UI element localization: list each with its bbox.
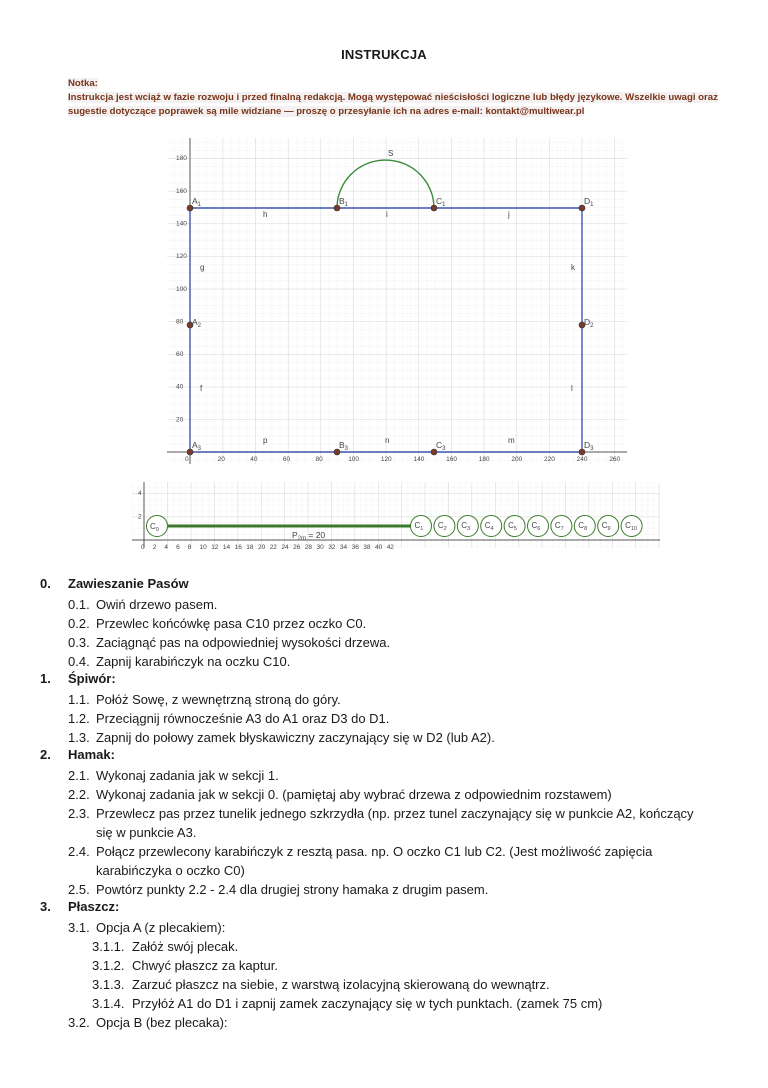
eyelet-label: $C_8$ [578,521,588,532]
list-item-continuation: się w punkcie A3. [96,825,197,840]
strap-x-tick-label: 38 [363,544,371,551]
eyelet-label: $C_2$ [437,521,447,532]
x-tick-label: 220 [544,456,555,463]
svg-text:A3: $A_3$ [192,440,202,452]
item-number: 1.2. [68,711,90,726]
item-text: Opcja B (bez plecaka): [96,1015,228,1030]
strap-y-tick-label: 2 [138,513,142,521]
item-number: 3.1.3. [92,977,125,992]
strap-x-tick-label: 30 [316,544,324,551]
strap-diagram [0,478,768,558]
strap-y-tick-label: 4 [138,490,142,498]
strap-x-tick-label: 28 [304,544,313,551]
strap-x-tick-label: 4 [164,544,169,551]
section-title: Hamak: [68,747,115,762]
segment-label-n: n [385,436,390,445]
item-text: Przeciągnij równocześnie A3 do A1 oraz D3 do D1. [96,711,390,726]
item-number: 1.3. [68,730,90,745]
segment-label-p: p [263,436,268,445]
svg-text:C1: $C_1$ [436,196,446,208]
item-number: 3.1.4. [92,996,125,1011]
eyelet-label: $C_9$ [601,521,611,532]
strap-grid-major [132,482,660,548]
item-number: 0.1. [68,597,90,612]
segment-label-f: f [200,384,203,393]
x-tick-label: 120 [380,456,392,463]
list-item [68,880,488,899]
x-tick-label: 260 [609,456,621,463]
x-tick-label: 60 [282,456,291,463]
y-tick-label: 180 [176,155,187,163]
svg-text:A2: $A_2$ [192,317,202,329]
x-tick-label: 240 [576,456,588,463]
item-number: 2.2. [68,787,90,802]
svg-text:C3: $C_3$ [436,440,446,452]
segment-label-j: j [508,210,510,219]
list-item [68,633,390,652]
x-tick-label: 40 [250,456,258,463]
eyelet-c1 [411,516,432,537]
section-title: Zawieszanie Pasów [68,576,189,591]
segment-label-h: h [263,210,268,219]
x-tick-label: 80 [315,456,323,463]
strap-x-tick-label: 0 [141,544,145,551]
list-item [92,956,278,975]
item-text: Zapnij karabińczyk na oczku C10. [96,654,291,669]
section-title: Śpiwór: [68,671,116,686]
grid-major [167,138,627,464]
y-tick-label: 100 [176,285,187,293]
list-item [68,804,694,823]
strap-x-tick-label: 18 [246,544,254,551]
y-tick-label: 160 [176,187,187,195]
strap-x-tick-label: 16 [234,544,242,551]
item-text: Owiń drzewo pasem. [96,597,218,612]
list-item [68,842,652,861]
eyelet-c10 [621,516,642,537]
x-tick-label: 0 [185,456,189,463]
svg-text:B1: $B_1$ [339,196,349,208]
item-number: 0.4. [68,654,90,669]
strap-x-tick-label: 36 [351,544,359,551]
section-heading [40,671,116,686]
strap-x-tick-label: 20 [258,544,266,551]
section-number: 3. [40,899,51,914]
section-title: Płaszcz: [68,899,120,914]
strap-x-tick-label: 2 [152,544,157,551]
eyelet-c6 [528,516,549,537]
note-label: Notka: [68,78,98,89]
eyelet-label: $C_5$ [508,521,517,532]
strap-x-tick-label: 10 [199,544,207,551]
strap-x-tick-label: 26 [293,544,301,551]
item-number: 3.1.2. [92,958,125,973]
list-item [92,937,238,956]
section-heading [40,747,115,762]
arc-label: S [388,149,394,158]
item-number: 2.1. [68,768,90,783]
section-number: 2. [40,747,51,762]
y-tick-label: 80 [176,318,184,326]
item-text: Chwyć płaszcz za kaptur. [132,958,278,973]
section-heading [40,576,189,591]
item-text: Połącz przewlecony karabińczyk z resztą pasa. np. O oczko C1 lub C2. (Jest możliwość zapięcia [96,844,653,859]
list-item [68,918,225,937]
item-text: Przewlec końcówkę pasa C10 przez oczko C0. [96,616,367,631]
segment-label-g: g [200,263,205,272]
item-text: Zarzuć płaszcz na siebie, z warstwą izolacyjną skierowaną do wewnątrz. [132,977,550,992]
x-tick-label: 100 [348,456,360,463]
list-item [68,766,279,785]
eyelet-c3 [457,516,478,537]
item-text: Opcja A (z plecakiem): [96,920,226,935]
strap-x-tick-label: 24 [281,544,289,551]
eyelet-c7 [551,516,572,537]
pattern-diagram [0,0,768,480]
item-number: 3.2. [68,1015,90,1030]
item-text: Załóż swój plecak. [132,939,239,954]
y-tick-label: 140 [176,220,187,228]
strap-x-tick-label: 34 [339,544,348,551]
eyelet-label: $C_7$ [554,521,564,532]
eyelet-c4 [481,516,502,537]
svg-text:D1: $D_1$ [584,196,594,208]
x-tick-label: 20 [217,456,225,463]
eyelet-c0 [147,516,168,537]
segment-label-k: k [571,263,575,272]
eyelet-c2 [434,516,455,537]
section-heading [40,899,119,914]
y-tick-label: 60 [176,351,184,359]
svg-text:C0: $C_0$ [150,522,159,533]
strap-x-tick-label: 14 [222,544,231,551]
item-number: 3.1. [68,920,90,935]
strap-x-tick-label: 8 [187,544,192,551]
item-number: 3.1.1. [92,939,125,954]
item-number: 1.1. [68,692,90,707]
item-text: Wykonaj zadania jak w sekcji 0. (pamiętaj aby wybrać drzewa z odpowiednim rozstawem) [96,787,612,802]
strap-x-tick-label: 22 [269,544,277,551]
list-item [68,690,341,709]
page-title: INSTRUKCJA [341,47,427,62]
x-tick-label: 160 [446,456,457,463]
svg-text:D2: $D_2$ [584,317,594,329]
eyelet-label: $C_1$ [414,521,424,532]
svg-text:D3: $D_3$ [584,440,594,452]
item-number: 0.2. [68,616,90,631]
eyelet-label: $C_{10}$ [625,521,638,532]
segment-label-l: l [571,384,573,393]
list-item-continuation: karabińczyka o oczko C0) [96,863,245,878]
list-item [68,709,389,728]
list-item [92,975,550,994]
eyelet-label: $C_3$ [461,521,471,532]
list-item [92,994,602,1013]
item-text: Zapnij do połowy zamek błyskawiczny zaczynający się w D2 (lub A2). [96,730,495,745]
item-number: 2.4. [68,844,90,859]
strap-x-tick-label: 6 [176,544,180,551]
eyelet-label: $C_4$ [484,521,494,532]
segment-label-m: m [508,436,515,445]
item-text: Zaciągnąć pas na odpowiedniej wysokości drzewa. [96,635,391,650]
list-item [68,785,612,804]
strap-x-tick-label: 32 [328,544,336,551]
list-item [68,728,495,747]
item-number: 2.3. [68,806,90,821]
y-tick-label: 40 [176,383,184,391]
x-tick-label: 200 [511,456,523,463]
list-item [68,1013,228,1032]
svg-text:B3: $B_3$ [339,440,349,452]
item-text: Przewlecz pas przez tunelik jednego szkrzydła (np. przez tunel zaczynający się w punkcie A2, kończący [96,806,694,821]
x-tick-label: 140 [413,456,425,463]
list-item [68,595,217,614]
item-text: Powtórz punkty 2.2 - 2.4 dla drugiej strony hamaka z drugim pasem. [96,882,489,897]
eyelet-label: $C_6$ [531,521,541,532]
eyelet-c8 [574,516,595,537]
list-item [68,614,366,633]
y-tick-label: 120 [176,253,187,261]
note-text: Instrukcja jest wciąż w fazie rozwoju i przed finalną redakcją. Mogą występować nieścisłości logiczne lub błędy językowe. Wszelkie uwagi oraz sugestie dotyczące poprawek są mile widziane — proszę o przesyłanie ich na adres e-mail: kontakt@multiwear.pl [68,92,718,117]
strap-x-tick-label: 40 [375,544,383,551]
segment-label-i: i [386,210,388,219]
section-number: 1. [40,671,51,686]
item-number: 0.3. [68,635,90,650]
item-text: Połóż Sowę, z wewnętrzną stroną do góry. [96,692,341,707]
item-text: Wykonaj zadania jak w sekcji 1. [96,768,279,783]
svg-text:A1: $A_1$ [192,196,202,208]
section-number: 0. [40,576,51,591]
item-text: Przyłóż A1 do D1 i zapnij zamek zaczynający się w tych punktach. (zamek 75 cm) [132,996,603,1011]
x-tick-label: 180 [478,456,490,463]
eyelet-c5 [504,516,525,537]
y-tick-label: 20 [176,416,184,424]
item-number: 2.5. [68,882,90,897]
strap-x-tick-label: 12 [211,544,219,551]
strap-x-tick-label: 42 [386,544,394,551]
eyelet-c9 [598,516,619,537]
strap-length-label: $P_{2m} = 20$ [292,530,326,542]
list-item [68,652,290,671]
